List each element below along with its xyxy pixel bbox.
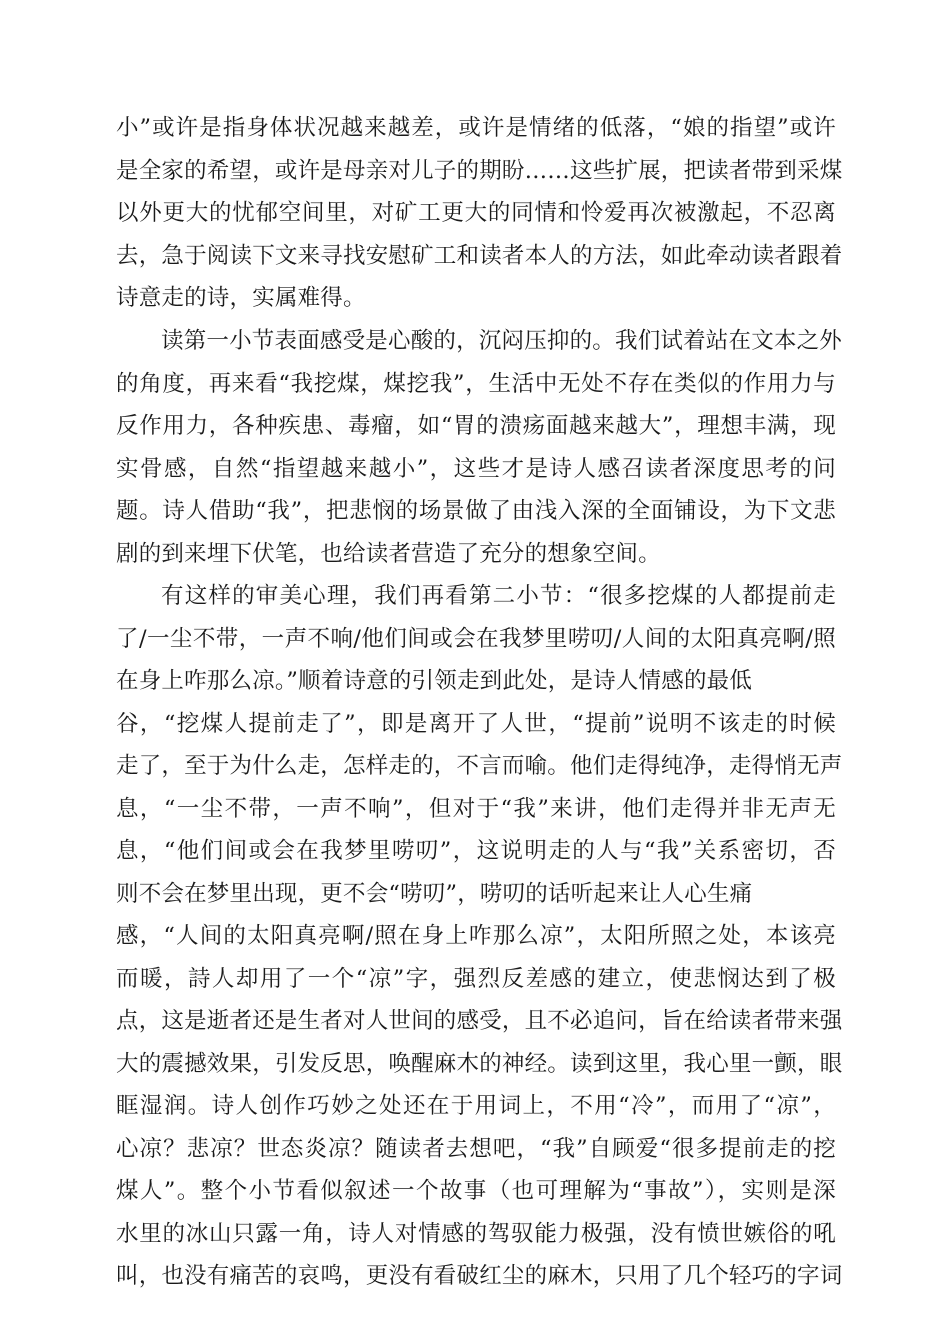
paragraph-line: 谷，“挖煤人提前走了”，即是离开了人世，“提前”说明不该走的时候 bbox=[116, 710, 836, 737]
paragraph-line: 以外更大的忧郁空间里，对矿工更大的同情和怜爱再次被激起，不忍离 bbox=[116, 200, 836, 226]
paragraph-line: 去，急于阅读下文来寻找安慰矿工和读者本人的方法，如此牵动读者跟着 bbox=[116, 242, 843, 269]
paragraph-line: 则不会在梦里出现，更不会“唠叨”，唠叨的话听起来让人心生痛 bbox=[116, 880, 753, 907]
paragraph-line: 有这样的审美心理，我们再看第二小节：“很多挖煤的人都提前走 bbox=[161, 583, 836, 609]
paragraph-line: 读第一小节表面感受是心酸的，沉闷压抑的。我们试着站在文本之外 bbox=[161, 328, 843, 354]
paragraph-line: 实骨感，自然“指望越来越小”，这些才是诗人感召读者深度思考的问 bbox=[116, 455, 836, 482]
paragraph-line: 眶湿润。诗人创作巧妙之处还在于用词上，不用“冷”，而用了“凉”， bbox=[116, 1093, 836, 1119]
paragraph-line: 感，“人间的太阳真亮啊/照在身上咋那么凉”，太阳所照之处，本该亮 bbox=[116, 923, 836, 949]
paragraph-line: 点，这是逝者还是生者对人世间的感受，且不必追问，旨在给读者带来强 bbox=[116, 1008, 843, 1034]
paragraph-line: 反作用力，各种疾患、毒瘤，如“胃的溃疡面越来越大”，理想丰满，现 bbox=[116, 413, 836, 439]
paragraph-1 bbox=[116, 107, 843, 320]
paragraph-2 bbox=[116, 320, 843, 575]
paragraph-line: 息，“一尘不带，一声不响”，但对于“我”来讲，他们走得并非无声无 bbox=[116, 795, 836, 822]
paragraph-line: 大的震撼效果，引发反思，唤醒麻木的神经。读到这里，我心里一颤，眼 bbox=[116, 1050, 843, 1077]
paragraph-line: 的角度，再来看“我挖煤，煤挖我”，生活中无处不存在类似的作用力与 bbox=[116, 370, 836, 397]
paragraph-line: 题。诗人借助“我”，把悲悯的场景做了由浅入深的全面铺设，为下文悲 bbox=[116, 498, 836, 524]
paragraph-line: 叫，也没有痛苦的哀鸣，更没有看破红尘的麻木，只用了几个轻巧的字词 bbox=[116, 1263, 843, 1289]
paragraph-line: 诗意走的诗，实属难得。 bbox=[116, 285, 366, 311]
paragraph-line: 剧的到来埋下伏笔，也给读者营造了充分的想象空间。 bbox=[116, 540, 661, 567]
paragraph-line: 而暖，詩人却用了一个“凉”字，强烈反差感的建立，使悲悯达到了极 bbox=[116, 965, 836, 992]
paragraph-line: 水里的冰山只露一角，诗人对情感的驾驭能力极强，没有愤世嫉俗的吼 bbox=[116, 1220, 836, 1247]
paragraph-line: 了/一尘不带，一声不响/他们间或会在我梦里唠叨/人间的太阳真亮啊/照 bbox=[116, 625, 836, 652]
paragraph-line: 息，“他们间或会在我梦里唠叨”，这说明走的人与“我”关系密切，否 bbox=[116, 838, 836, 864]
paragraph-line: 小”或许是指身体状况越来越差，或许是情绪的低落，“娘的指望”或许 bbox=[116, 115, 836, 141]
paragraph-3 bbox=[116, 575, 843, 1298]
paragraph-line: 心凉？悲凉？世态炎凉？随读者去想吧，“我”自顾爱“很多提前走的挖 bbox=[116, 1135, 836, 1162]
paragraph-line: 煤人”。整个小节看似叙述一个故事（也可理解为“事故”），实则是深 bbox=[116, 1178, 836, 1204]
paragraph-line: 走了，至于为什么走，怎样走的，不言而喻。他们走得纯净，走得悄无声 bbox=[116, 753, 843, 779]
paragraph-line: 是全家的希望，或许是母亲对儿子的期盼……这些扩展，把读者带到采煤 bbox=[116, 157, 843, 184]
paragraph-line: 在身上咋那么凉。”顺着诗意的引领走到此处，是诗人情感的最低 bbox=[116, 668, 753, 694]
